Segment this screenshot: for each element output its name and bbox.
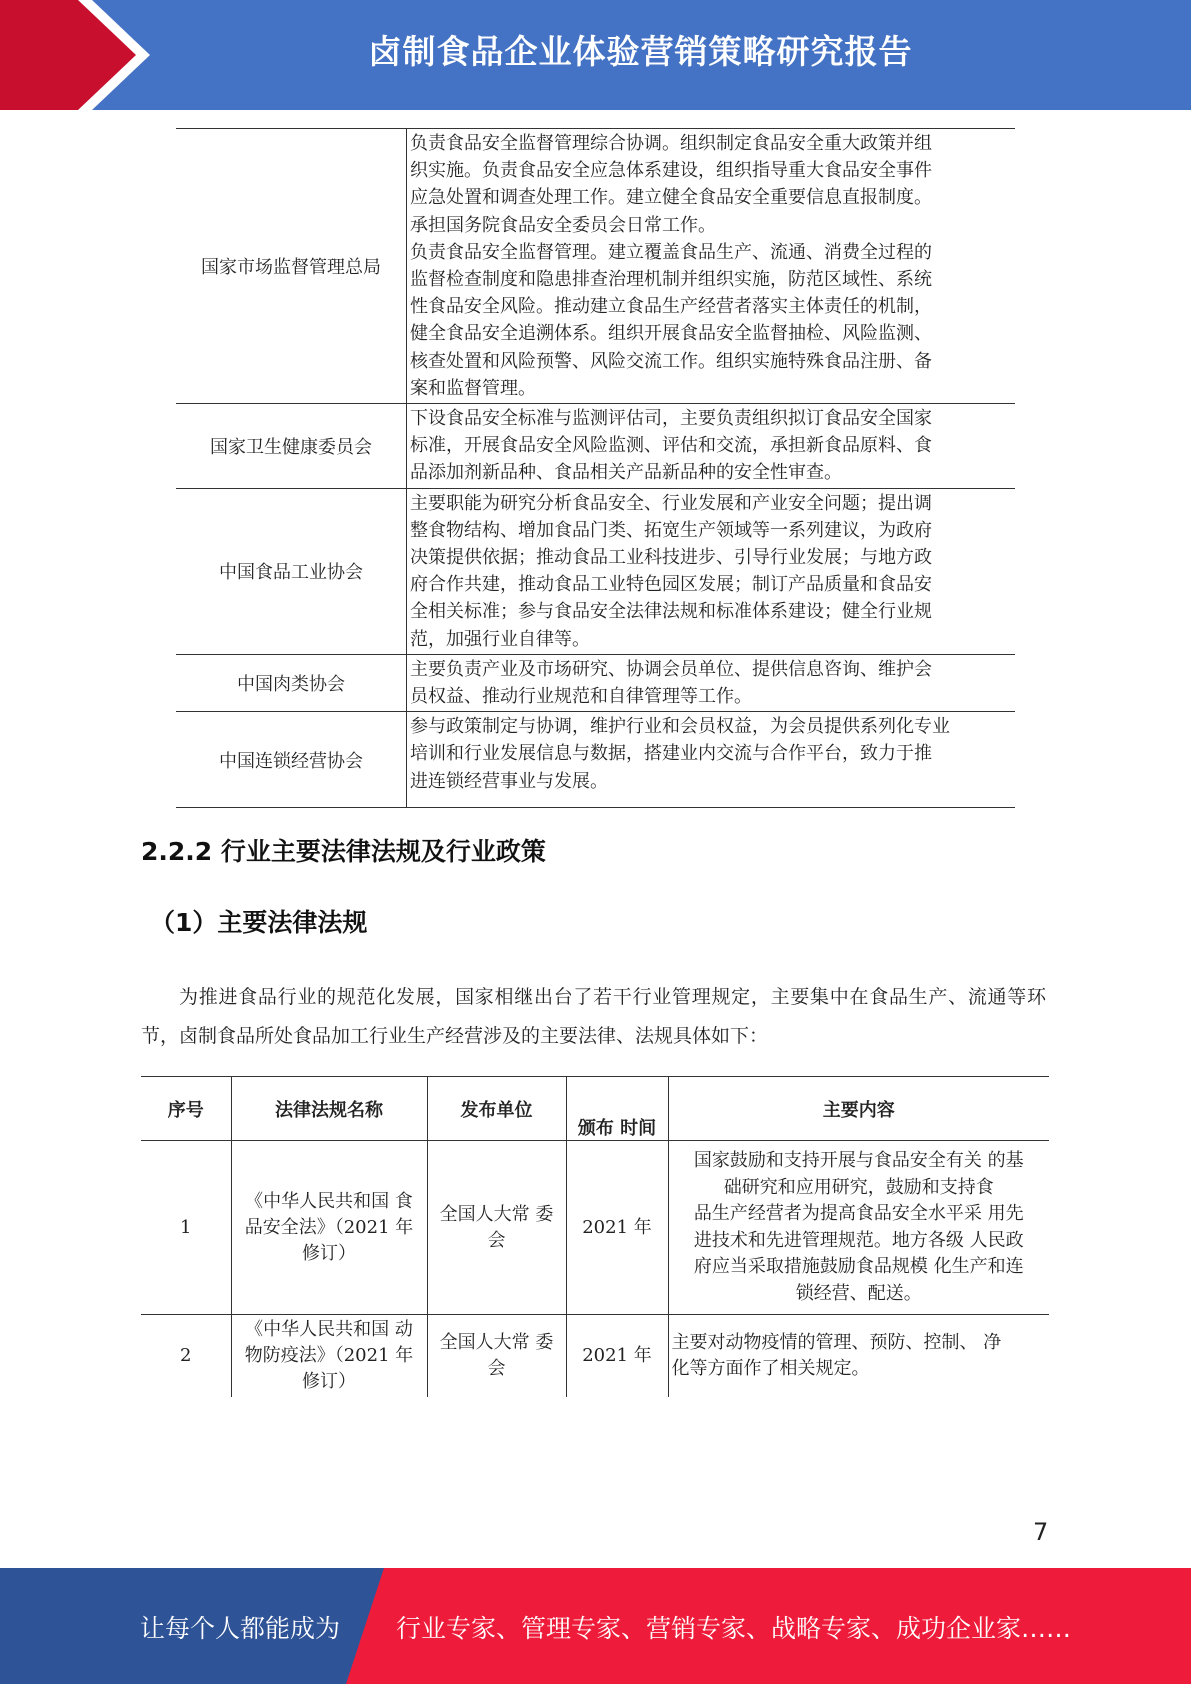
org-name: 中国肉类协会 [176, 654, 407, 711]
law-name [231, 1315, 427, 1398]
content-line: 锁经营、配送。 [795, 1282, 922, 1304]
col-header-no: 序号 [141, 1077, 231, 1141]
law-content [668, 1315, 1049, 1398]
desc-line: 整食物结构、增加食品门类、拓宽生产领域等一系列建议，为政府 [410, 519, 932, 541]
law-no: 2 [141, 1315, 231, 1398]
org-name: 中国食品工业协会 [176, 488, 407, 654]
header-title: 卤制食品企业体验营销策略研究报告 [368, 32, 913, 71]
desc-line: 培训和行业发展信息与数据，搭建业内交流与合作平台，致力于推 [410, 743, 932, 765]
section-heading: 2.2.2 行业主要法律法规及行业政策 [141, 837, 546, 866]
desc-line: 承担国务院食品安全委员会日常工作。 [410, 214, 716, 236]
table-row [141, 1315, 1049, 1398]
org-description [407, 712, 1016, 808]
law-table [141, 1076, 1049, 1397]
desc-line: 负责食品安全监督管理。建立覆盖食品生产、流通、消费全过程的 [410, 241, 932, 263]
law-time: 2021 年 [566, 1141, 668, 1315]
page-footer [0, 1568, 1191, 1684]
col-header-issuer: 发布单位 [427, 1077, 566, 1141]
org-description [407, 488, 1016, 654]
desc-line: 案和监督管理。 [410, 377, 536, 399]
issuer-line: 全国人大常 委 [439, 1203, 554, 1225]
law-name [231, 1141, 427, 1315]
desc-line: 健全食品安全追溯体系。组织开展食品安全监督抽检、风险监测、 [410, 323, 932, 345]
table-row [176, 488, 1015, 654]
col-header-time: 颁布 时间 [566, 1077, 668, 1141]
col-header-content: 主要内容 [668, 1077, 1049, 1141]
issuer-line: 会 [487, 1358, 506, 1379]
table-row [141, 1141, 1049, 1315]
desc-line: 监督检查制度和隐患排查治理机制并组织实施，防范区域性、系统 [410, 269, 932, 291]
col-header-name: 法律法规名称 [231, 1077, 427, 1141]
regulator-table [176, 128, 1015, 808]
org-description [407, 654, 1016, 711]
content-line: 础研究和应用研究，鼓励和支持食 [723, 1176, 994, 1198]
law-name-line: 修订） [302, 1371, 356, 1392]
desc-line: 负责食品安全监督管理综合协调。组织制定食品安全重大政策并组 [410, 133, 932, 154]
desc-line: 参与政策制定与协调，维护行业和会员权益，为会员提供系列化专业 [410, 716, 950, 738]
law-name-line: 物防疫法》（2021 年 [244, 1345, 414, 1366]
law-name-line: 修订） [302, 1242, 356, 1264]
desc-line: 决策提供依据；推动食品工业科技进步、引导行业发展；与地方政 [410, 547, 932, 569]
law-issuer [427, 1141, 566, 1315]
org-description [407, 404, 1016, 489]
law-time: 2021 年 [566, 1315, 668, 1398]
content-line: 化等方面作了相关规定。 [671, 1358, 870, 1379]
org-name: 中国连锁经营协会 [176, 712, 407, 808]
table-row [176, 404, 1015, 489]
subsection-heading: （1）主要法律法规 [150, 908, 368, 937]
table-row [176, 712, 1015, 808]
desc-line: 进连锁经营事业与发展。 [410, 770, 608, 792]
desc-line: 主要职能为研究分析食品安全、行业发展和产业安全问题；提出调 [410, 492, 932, 514]
content-line: 主要对动物疫情的管理、预防、控制、 净 [671, 1331, 1002, 1353]
content-line: 进技术和先进管理规范。地方各级 人民政 [693, 1229, 1024, 1251]
desc-line: 员权益、推动行业规范和自律管理等工作。 [410, 686, 752, 708]
issuer-line: 全国人大常 委 [439, 1332, 554, 1353]
table-row [176, 129, 1015, 404]
table-row [176, 654, 1015, 711]
law-name-line: 品安全法》（2021 年 [244, 1216, 414, 1238]
table-header-row [141, 1077, 1049, 1141]
desc-line: 应急处置和调查处理工作。建立健全食品安全重要信息直报制度。 [410, 187, 932, 209]
law-no: 1 [141, 1141, 231, 1315]
org-description [407, 129, 1016, 404]
content-line: 国家鼓励和支持开展与食品安全有关 的基 [693, 1150, 1024, 1171]
org-name: 国家市场监督管理总局 [176, 129, 407, 404]
desc-line: 织实施。负责食品安全应急体系建设，组织指导重大食品安全事件 [410, 160, 932, 182]
footer-slogan-left: 让每个人都能成为 [140, 1614, 341, 1643]
law-content [668, 1141, 1049, 1315]
desc-line: 下设食品安全标准与监测评估司，主要负责组织拟订食品安全国家 [410, 408, 932, 430]
page-header [0, 0, 1191, 110]
desc-line: 标准，开展食品安全风险监测、评估和交流，承担新食品原料、食 [410, 435, 932, 457]
footer-slogan-right: 行业专家、管理专家、营销专家、战略专家、成功企业家…… [396, 1614, 1072, 1643]
content-line: 品生产经营者为提高食品安全水平采 用先 [693, 1203, 1024, 1224]
law-name-line: 《中华人民共和国 动 [245, 1319, 413, 1340]
desc-line: 品添加剂新品种、食品相关产品新品种的安全性审查。 [410, 462, 842, 484]
desc-line: 全相关标准；参与食品安全法律法规和标准体系建设；健全行业规 [410, 601, 932, 623]
org-name: 国家卫生健康委员会 [176, 404, 407, 489]
issuer-line: 会 [487, 1229, 506, 1251]
desc-line: 主要负责产业及市场研究、协调会员单位、提供信息咨询、维护会 [410, 658, 932, 680]
law-name-line: 《中华人民共和国 食 [245, 1190, 413, 1212]
law-issuer [427, 1315, 566, 1398]
content-line: 府应当采取措施鼓励食品规模 化生产和连 [693, 1256, 1024, 1277]
desc-line: 核查处置和风险预警、风险交流工作。组织实施特殊食品注册、备 [410, 350, 932, 372]
intro-paragraph: 为推进食品行业的规范化发展，国家相继出台了若干行业管理规定，主要集中在食品生产、流通等环节，卤制食品所处食品加工行业生产经营涉及的主要法律、法规具体如下： [141, 986, 1046, 1047]
desc-line: 性食品安全风险。推动建立食品生产经营者落实主体责任的机制， [410, 296, 932, 318]
page-number: 7 [1033, 1518, 1049, 1546]
desc-line: 范，加强行业自律等。 [410, 628, 590, 650]
desc-line: 府合作共建，推动食品工业特色园区发展；制订产品质量和食品安 [410, 574, 932, 596]
